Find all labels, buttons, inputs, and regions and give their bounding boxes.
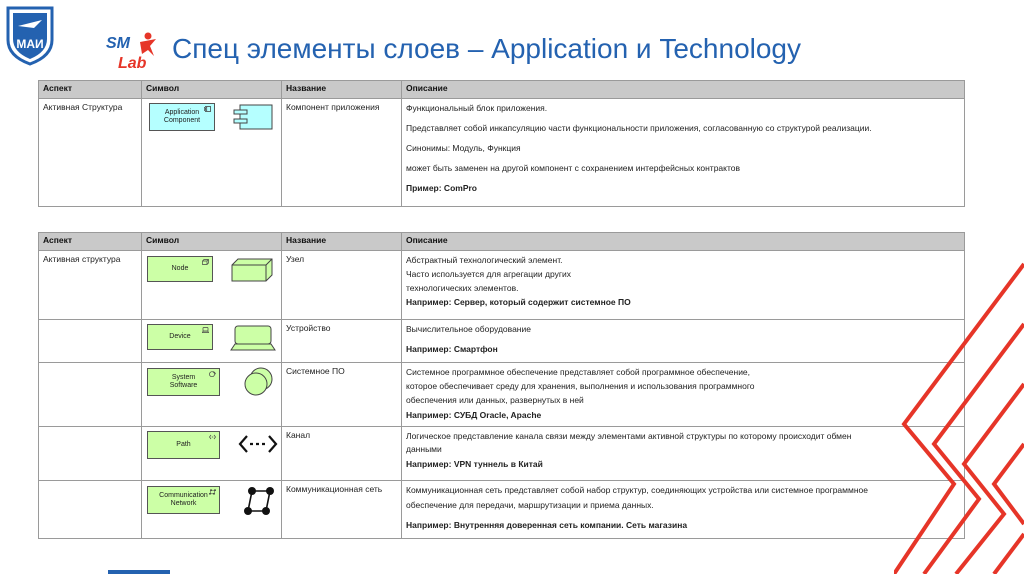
symbol-label: Application Component <box>163 109 201 124</box>
node-corner-icon <box>202 259 209 265</box>
slide-title: Спец элементы слоев – Application и Technology <box>172 33 802 64</box>
table-row <box>39 320 965 363</box>
description-cell <box>402 481 965 539</box>
symbol-cell <box>142 481 282 539</box>
example-line: Пример: ComPro <box>406 183 477 193</box>
application-component-symbol <box>149 103 215 131</box>
description-line: может быть заменен на другой компонент с сохранением интерфейсных контрактов <box>406 163 741 173</box>
symbol-cell <box>142 427 282 481</box>
symbol-label: Path <box>176 441 191 448</box>
component-icon <box>232 104 274 130</box>
name-cell: Системное ПО <box>282 363 402 427</box>
example-line: Например: Внутренняя доверенная сеть компании. Сеть магазина <box>406 520 688 530</box>
symbol-cell <box>142 320 282 363</box>
table-header-row <box>39 81 965 99</box>
header-description: Описание <box>402 233 965 251</box>
description-line: Синонимы: Модуль, Функция <box>406 143 521 153</box>
smlab-logo-lab: Lab <box>118 55 147 72</box>
header-aspect: Аспект <box>39 233 142 251</box>
name-cell: Узел <box>282 251 402 320</box>
system-software-symbol <box>147 368 220 396</box>
name-cell: Компонент приложения <box>282 99 402 207</box>
smlab-logo <box>104 30 168 74</box>
node-symbol <box>147 256 213 282</box>
path-corner-icon <box>209 434 216 440</box>
example-line: Например: СУБД Oracle, Apache <box>406 410 542 420</box>
path-icon <box>238 433 278 455</box>
description-line: которое обеспечивает среду для хранения, выполнения и использования программного <box>406 381 755 391</box>
table-row <box>39 251 965 320</box>
system-software-icon <box>242 367 276 397</box>
description-line: обеспечение для передачи, маршрутизации и приема данных. <box>406 500 654 510</box>
aspect-cell <box>39 427 142 481</box>
mai-logo <box>4 4 56 66</box>
header-name: Название <box>282 233 402 251</box>
description-line: Представляет собой инкапсуляцию части функциональности приложения, согласованную со структурой реализации. <box>406 123 872 133</box>
device-symbol <box>147 324 213 350</box>
system-software-corner-icon <box>209 371 216 377</box>
table-row <box>39 427 965 481</box>
table-row <box>39 99 965 207</box>
symbol-label: Communication Network <box>159 492 208 507</box>
description-line: Логическое представление канала связи между элементами активной структуры по которому происходит обмен <box>406 431 852 441</box>
description-line: Часто используется для агрегации других <box>406 269 571 279</box>
aspect-cell <box>39 481 142 539</box>
component-corner-icon <box>204 106 211 112</box>
device-icon <box>230 324 276 352</box>
path-symbol <box>147 431 220 459</box>
communication-network-symbol <box>147 486 220 514</box>
description-line: Коммуникационная сеть представляет собой набор структур, соединяющих устройства или системное программное <box>406 485 868 495</box>
header-name: Название <box>282 81 402 99</box>
symbol-cell <box>142 99 282 207</box>
example-line: Например: Смартфон <box>406 344 498 354</box>
symbol-label: System Software <box>169 374 198 389</box>
aspect-cell: Активная структура <box>39 251 142 320</box>
table-row <box>39 363 965 427</box>
aspect-cell <box>39 363 142 427</box>
description-line: Функциональный блок приложения. <box>406 103 548 113</box>
header-aspect: Аспект <box>39 81 142 99</box>
description-cell <box>402 427 965 481</box>
symbol-cell <box>142 251 282 320</box>
description-line: обеспечения или данных, развернутых в ней <box>406 395 584 405</box>
communication-network-icon <box>242 486 276 516</box>
header-symbol: Символ <box>142 81 282 99</box>
node-icon <box>230 257 274 283</box>
description-line: Вычислительное оборудование <box>406 324 531 334</box>
bottom-accent-bar <box>108 570 170 574</box>
description-line: данными <box>406 444 442 454</box>
symbol-label: Node <box>171 265 189 272</box>
aspect-cell: Активная Структура <box>39 99 142 207</box>
symbol-cell <box>142 363 282 427</box>
example-line: Например: VPN туннель в Китай <box>406 459 543 469</box>
aspect-cell <box>39 320 142 363</box>
description-line: Абстрактный технологический элемент. <box>406 255 563 265</box>
device-corner-icon <box>202 327 209 333</box>
description-line: технологических элементов. <box>406 283 519 293</box>
description-cell <box>402 251 965 320</box>
description-cell <box>402 363 965 427</box>
table-row <box>39 481 965 539</box>
mai-logo-text: МАИ <box>16 37 44 51</box>
decorative-stripes <box>894 234 1024 574</box>
name-cell: Канал <box>282 427 402 481</box>
network-corner-icon <box>209 489 216 495</box>
description-line: Системное программное обеспечение представляет собой программное обеспечение, <box>406 367 751 377</box>
example-line: Например: Сервер, который содержит системное ПО <box>406 297 631 307</box>
description-cell <box>402 320 965 363</box>
technology-table <box>38 232 965 539</box>
header-symbol: Символ <box>142 233 282 251</box>
name-cell: Коммуникационная сеть <box>282 481 402 539</box>
smlab-logo-sm: SM <box>106 35 130 52</box>
header-description: Описание <box>402 81 965 99</box>
description-cell <box>402 99 965 207</box>
table-header-row <box>39 233 965 251</box>
name-cell: Устройство <box>282 320 402 363</box>
application-table <box>38 80 965 207</box>
symbol-label: Device <box>169 333 191 340</box>
